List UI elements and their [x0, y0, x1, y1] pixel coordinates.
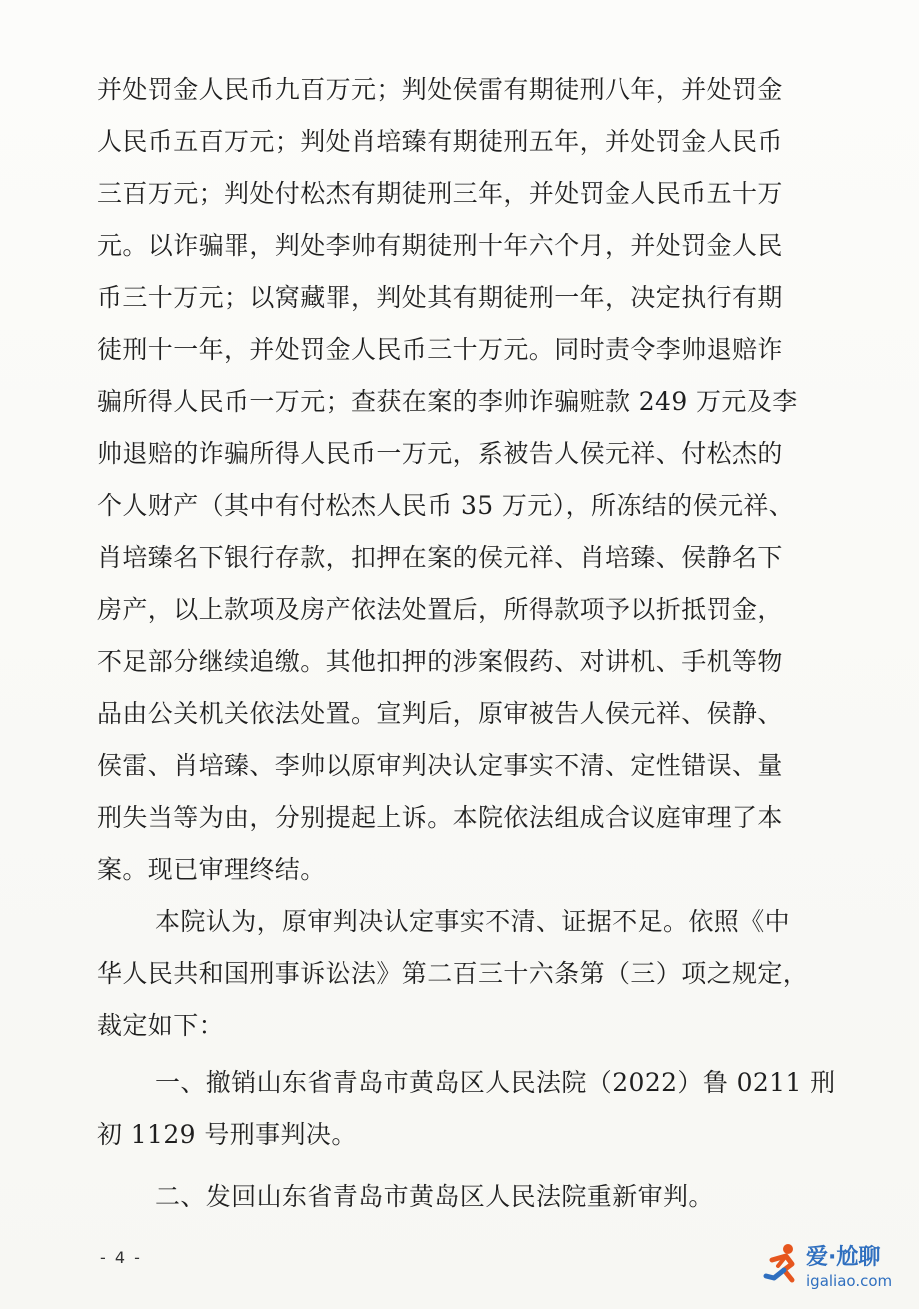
text-line: 品由公关机关依法处置。宣判后，原审被告人侯元祥、侯静、 [97, 699, 783, 728]
text-line: 三百万元；判处付松杰有期徒刑三年，并处罚金人民币五十万 [97, 179, 783, 208]
text-line: 个人财产（其中有付松杰人民币 35 万元），所冻结的侯元祥、 [97, 491, 795, 520]
document-body [97, 64, 837, 1223]
site-watermark [762, 1236, 912, 1300]
text-line: 人民币五百万元；判处肖培臻有期徒刑五年，并处罚金人民币 [97, 127, 783, 156]
page-number: - 4 - [100, 1248, 142, 1267]
text-line: 案。现已审理终结。 [97, 855, 326, 884]
runner-logo-icon [762, 1240, 802, 1290]
text-line: 骗所得人民币一万元；查获在案的李帅诈骗赃款 249 万元及李 [97, 387, 798, 416]
text-line: 币三十万元；以窝藏罪，判处其有期徒刑一年，决定执行有期 [97, 283, 783, 312]
text-line: 不足部分继续追缴。其他扣押的涉案假药、对讲机、手机等物 [97, 647, 783, 676]
text-line: 侯雷、肖培臻、李帅以原审判决认定事实不清、定性错误、量 [97, 751, 783, 780]
text-line: 肖培臻名下银行存款，扣押在案的侯元祥、肖培臻、侯静名下 [97, 543, 783, 572]
text-line: 华人民共和国刑事诉讼法》第二百三十六条第（三）项之规定， [97, 959, 809, 988]
ruling-item-2: 二、发回山东省青岛市黄岛区人民法院重新审判。 [155, 1182, 714, 1211]
text-line: 帅退赔的诈骗所得人民币一万元，系被告人侯元祥、付松杰的 [97, 439, 783, 468]
text-line: 元。以诈骗罪，判处李帅有期徒刑十年六个月，并处罚金人民 [97, 231, 783, 260]
text-line: 裁定如下： [97, 1011, 225, 1040]
text-line: 并处罚金人民币九百万元；判处侯雷有期徒刑八年，并处罚金 [97, 75, 783, 104]
watermark-title: 爱·尬聊 [806, 1245, 881, 1270]
text-line: 初 1129 号刑事判决。 [97, 1120, 357, 1149]
paragraph-start-line: 本院认为，原审判决认定事实不清、证据不足。依照《中 [155, 907, 791, 936]
ruling-item-1: 一、撤销山东省青岛市黄岛区人民法院（2022）鲁 0211 刑 [155, 1068, 836, 1097]
text-line: 徒刑十一年，并处罚金人民币三十万元。同时责令李帅退赔诈 [97, 335, 783, 364]
text-line: 房产，以上款项及房产依法处置后，所得款项予以折抵罚金， [97, 595, 783, 624]
watermark-url: igaliao.com [806, 1272, 893, 1290]
text-line: 刑失当等为由，分别提起上诉。本院依法组成合议庭审理了本 [97, 803, 783, 832]
